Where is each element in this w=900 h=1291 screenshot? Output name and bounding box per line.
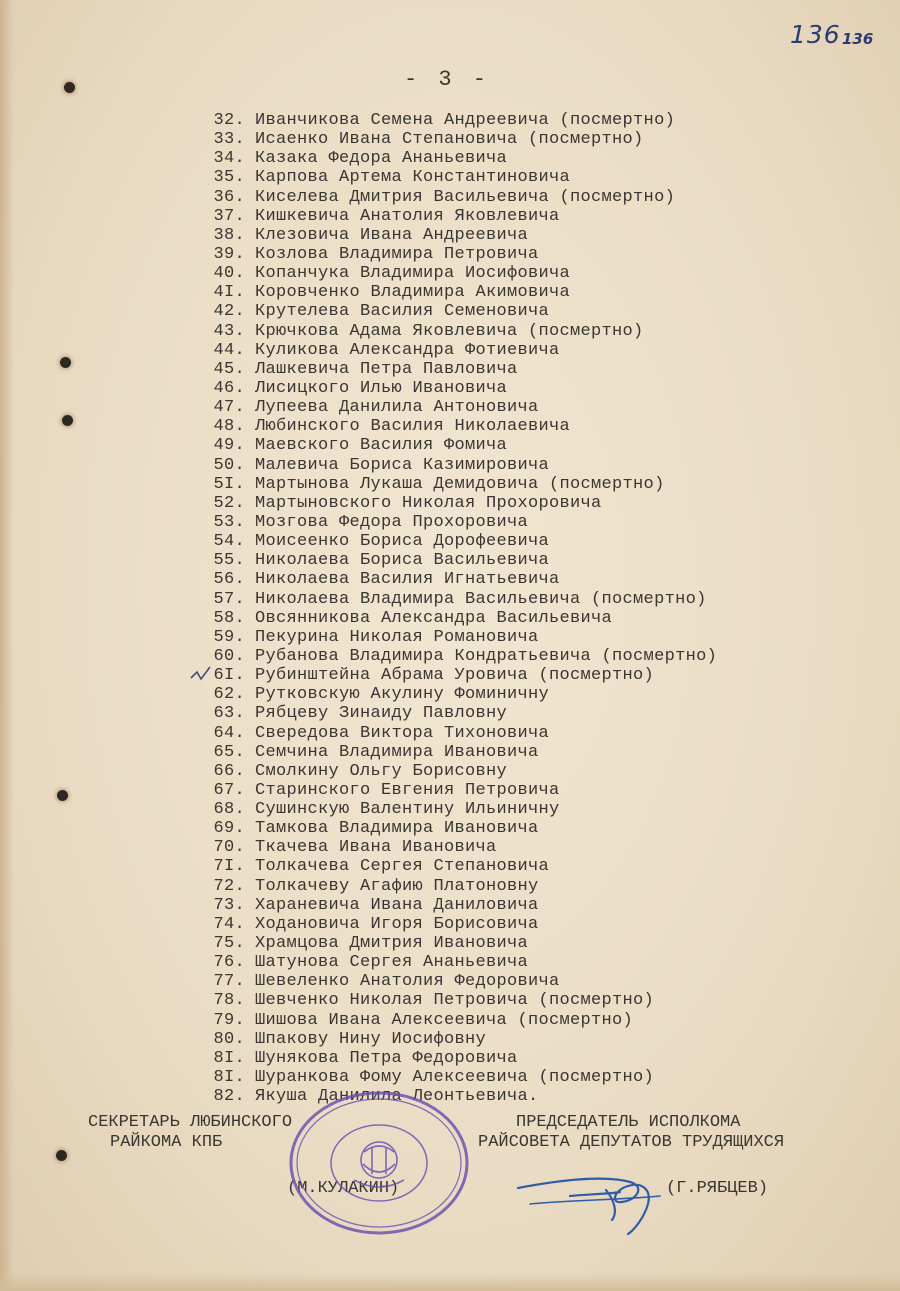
pen-tick-mark-icon [188, 664, 213, 686]
list-item-text: Клезовича Ивана Андреевича [255, 225, 529, 245]
list-item-number: 6I. [213, 666, 245, 686]
list-item-text: Ткачева Ивана Ивановича [255, 838, 497, 858]
list-item [190, 685, 717, 704]
list-item-text: Овсянникова Александра Васильевича [255, 608, 613, 628]
list-item-text: Малевича Бориса Казимировича [255, 455, 550, 475]
list-item-text: Ходановича Игоря Борисовича [255, 914, 539, 934]
list-item-text: Толкачева Сергея Степановича [255, 857, 550, 877]
list-item-text: Рутковскую Акулину Фоминичну [255, 685, 550, 705]
list-item-number: 79. [213, 1010, 245, 1030]
list-item-number: 64. [213, 723, 245, 743]
list-item [190, 245, 717, 264]
list-item [190, 857, 717, 876]
list-item [190, 800, 717, 819]
list-item-number: 48. [213, 417, 245, 437]
list-item [190, 972, 717, 991]
list-item-text: Хараневича Ивана Даниловича [255, 895, 539, 915]
round-seal-stamp-icon [284, 1090, 474, 1236]
list-item [190, 149, 717, 168]
list-item-text: Шевченко Николая Петровича (посмертно) [255, 991, 655, 1011]
list-item [190, 111, 717, 130]
list-item [190, 475, 717, 494]
paper-left-edge [0, 0, 14, 1291]
chairman-name: (Г.РЯБЦЕВ) [666, 1179, 769, 1198]
list-item-text: Шевеленко Анатолия Федоровича [255, 972, 560, 992]
list-item [190, 647, 717, 666]
list-item [190, 188, 717, 207]
list-item-text: Рябцеву Зинаиду Павловну [255, 704, 508, 724]
list-item-number: 33. [213, 130, 245, 150]
list-item [190, 666, 717, 685]
list-item-number: 39. [213, 244, 245, 264]
list-item [190, 609, 717, 628]
list-item [190, 513, 717, 532]
list-item-number: 42. [213, 302, 245, 322]
list-item-number: 57. [213, 589, 245, 609]
list-item-number: 35. [213, 168, 245, 188]
list-item-text: Свередова Виктора Тихоновича [255, 723, 550, 743]
list-item-text: Мартынова Лукаша Демидовича (посмертно) [255, 474, 665, 494]
list-item-text: Якуша Данилила Леонтьевича. [255, 1087, 539, 1107]
list-item-number: 34. [213, 149, 245, 169]
list-item-number: 63. [213, 704, 245, 724]
list-item-text: Мартыновского Николая Прохоровича [255, 493, 602, 513]
list-item-number: 77. [213, 972, 245, 992]
list-item-number: 36. [213, 187, 245, 207]
page-number: - 3 - [404, 67, 491, 92]
archive-sheet-number: 136 [790, 20, 841, 49]
list-item-number: 73. [213, 895, 245, 915]
list-item-number: 67. [213, 780, 245, 800]
list-item-text: Моисеенко Бориса Дорофеевича [255, 532, 550, 552]
list-item-text: Лисицкого Илью Ивановича [255, 378, 508, 398]
list-item-text: Копанчука Владимира Иосифовича [255, 264, 571, 284]
list-item-text: Шунякова Петра Федоровича [255, 1048, 518, 1068]
list-item-text: Любинского Василия Николаевича [255, 417, 571, 437]
chairman-signature-block [478, 1113, 878, 1153]
list-item-number: 58. [213, 608, 245, 628]
archive-sheet-number-stamp: 136 [842, 30, 874, 48]
list-item-text: Шпакову Нину Иосифовну [255, 1029, 487, 1049]
list-item [190, 743, 717, 762]
list-item [190, 781, 717, 800]
secretary-name: (М.КУЛАКИН) [287, 1179, 400, 1198]
list-item [190, 226, 717, 245]
list-item [190, 991, 717, 1010]
list-item-number: 80. [213, 1029, 245, 1049]
list-item [190, 130, 717, 149]
list-item [190, 207, 717, 226]
list-item [190, 398, 717, 417]
list-item [190, 838, 717, 857]
list-item-number: 50. [213, 455, 245, 475]
list-item [190, 896, 717, 915]
list-item [190, 551, 717, 570]
list-item-text: Пекурина Николая Романовича [255, 627, 539, 647]
list-item-number: 44. [213, 340, 245, 360]
list-item [190, 379, 717, 398]
list-item [190, 628, 717, 647]
list-item-number: 76. [213, 953, 245, 973]
list-item-text: Тамкова Владимира Ивановича [255, 819, 539, 839]
chairman-handwritten-signature-icon [510, 1160, 685, 1240]
list-item [190, 877, 717, 896]
punch-hole [57, 790, 68, 801]
list-item-number: 5I. [213, 474, 245, 494]
list-item [190, 1011, 717, 1030]
list-item-text: Карпова Артема Константиновича [255, 168, 571, 188]
list-item [190, 590, 717, 609]
list-item [190, 704, 717, 723]
list-item-number: 56. [213, 570, 245, 590]
list-item-text: Коровченко Владимира Акимовича [255, 283, 571, 303]
list-item-number: 82. [213, 1087, 245, 1107]
list-item-number: 69. [213, 819, 245, 839]
list-item-number: 52. [213, 493, 245, 513]
list-item-text: Николаева Владимира Васильевича (посмертно) [255, 589, 707, 609]
list-item-text: Николаева Бориса Васильевича [255, 551, 550, 571]
list-item-number: 4I. [213, 283, 245, 303]
list-item-number: 66. [213, 761, 245, 781]
punch-hole [60, 357, 71, 368]
list-item [190, 264, 717, 283]
list-item-text: Крутелева Василия Семеновича [255, 302, 550, 322]
list-item-number: 43. [213, 321, 245, 341]
list-item-text: Лупеева Данилила Антоновича [255, 398, 539, 418]
secretary-title-line-1: СЕКРЕТАРЬ ЛЮБИНСКОГО [88, 1113, 293, 1132]
list-item [190, 360, 717, 379]
list-item-text: Храмцова Дмитрия Ивановича [255, 934, 529, 954]
list-item [190, 762, 717, 781]
list-item-text: Шишова Ивана Алексеевича (посмертно) [255, 1010, 634, 1030]
list-item-number: 40. [213, 264, 245, 284]
punch-hole [62, 415, 73, 426]
list-item [190, 724, 717, 743]
list-item-number: 45. [213, 359, 245, 379]
list-item [190, 168, 717, 187]
secretary-title-line-2: РАЙКОМА КПБ [110, 1133, 223, 1152]
list-item [190, 417, 717, 436]
list-item [190, 953, 717, 972]
list-item [190, 456, 717, 475]
chairman-title-line-1: ПРЕДСЕДАТЕЛЬ ИСПОЛКОМА [516, 1113, 741, 1132]
list-item-number: 60. [213, 646, 245, 666]
list-item-text: Смолкину Ольгу Борисовну [255, 761, 508, 781]
list-item [190, 570, 717, 589]
list-item-text: Лашкевича Петра Павловича [255, 359, 518, 379]
list-item-text: Шатунова Сергея Ананьевича [255, 953, 529, 973]
list-item [190, 1049, 717, 1068]
list-item-number: 47. [213, 398, 245, 418]
list-item [190, 1068, 717, 1087]
list-item-text: Иванчикова Семена Андреевича (посмертно) [255, 111, 676, 130]
list-item-number: 8I. [213, 1068, 245, 1088]
list-item-text: Николаева Василия Игнатьевича [255, 570, 560, 590]
list-item-number: 74. [213, 914, 245, 934]
list-item-text: Шуранкова Фому Алексеевича (посмертно) [255, 1068, 655, 1088]
list-item-number: 75. [213, 934, 245, 954]
list-item-number: 38. [213, 225, 245, 245]
list-item-text: Киселева Дмитрия Васильевича (посмертно) [255, 187, 676, 207]
list-item-number: 8I. [213, 1048, 245, 1068]
list-item-text: Рубинштейна Абрама Уровича (посмертно) [255, 666, 655, 686]
list-item-number: 65. [213, 742, 245, 762]
list-item-text: Козлова Владимира Петровича [255, 244, 539, 264]
list-item [190, 283, 717, 302]
list-item [190, 322, 717, 341]
list-item-text: Исаенко Ивана Степановича (посмертно) [255, 130, 644, 150]
list-item-text: Крючкова Адама Яковлевича (посмертно) [255, 321, 644, 341]
list-item-number: 72. [213, 876, 245, 896]
list-item-number: 54. [213, 532, 245, 552]
list-item-text: Семчина Владимира Ивановича [255, 742, 539, 762]
list-item-number: 62. [213, 685, 245, 705]
list-item-number: 49. [213, 436, 245, 456]
list-item [190, 302, 717, 321]
list-item-text: Куликова Александра Фотиевича [255, 340, 560, 360]
list-item [190, 934, 717, 953]
list-item-text: Мозгова Федора Прохоровича [255, 512, 529, 532]
list-item [190, 819, 717, 838]
list-item-text: Старинского Евгения Петровича [255, 780, 560, 800]
list-item-number: 68. [213, 800, 245, 820]
list-item [190, 494, 717, 513]
list-item-number: 70. [213, 838, 245, 858]
list-item [190, 436, 717, 455]
paper-bottom-edge [0, 1273, 900, 1291]
punch-hole [64, 82, 75, 93]
list-item-text: Толкачеву Агафию Платоновну [255, 876, 539, 896]
list-item [190, 915, 717, 934]
list-item [190, 341, 717, 360]
list-item-number: 53. [213, 512, 245, 532]
list-item-text: Казака Федора Ананьевича [255, 149, 508, 169]
list-item-number: 59. [213, 627, 245, 647]
list-item-text: Маевского Василия Фомича [255, 436, 508, 456]
name-list [190, 111, 717, 1106]
list-item-number: 7I. [213, 857, 245, 877]
list-item-number: 32. [213, 111, 245, 130]
list-item [190, 532, 717, 551]
list-item [190, 1030, 717, 1049]
list-item-number: 46. [213, 378, 245, 398]
list-item-number: 78. [213, 991, 245, 1011]
list-item-number: 55. [213, 551, 245, 571]
list-item-text: Рубанова Владимира Кондратьевича (посмертно) [255, 646, 718, 666]
list-item-text: Сушинскую Валентину Ильиничну [255, 800, 560, 820]
list-item-text: Кишкевича Анатолия Яковлевича [255, 206, 560, 226]
list-item-number: 37. [213, 206, 245, 226]
chairman-title-line-2: РАЙСОВЕТА ДЕПУТАТОВ ТРУДЯЩИХСЯ [478, 1133, 785, 1152]
